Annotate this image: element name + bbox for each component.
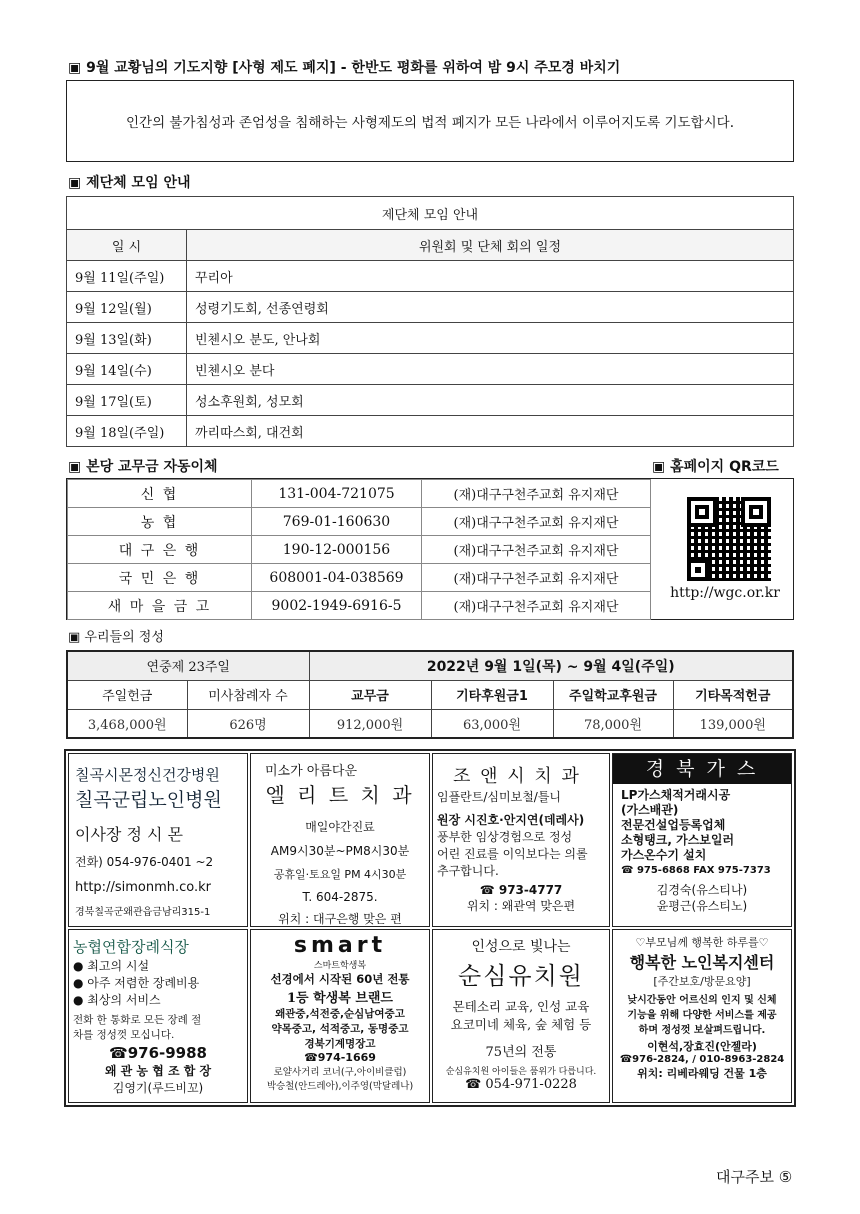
offering-header: 교무금: [309, 680, 431, 709]
ad-line: 조 앤 시 치 과: [453, 766, 581, 787]
bank-holder: (재)대구구천주교회 유지재단: [422, 508, 651, 536]
ad-line: 왜관중,석전중,순심남여중고: [275, 1008, 405, 1020]
qr-code[interactable]: [687, 497, 771, 581]
offering-table: [66, 650, 794, 739]
meeting-date: 9월 17일(토): [67, 385, 187, 416]
bank-name: 신 협: [68, 480, 252, 508]
ad-line: 농협연합장례식장: [73, 938, 189, 956]
offering-header: 기타목적헌금: [673, 680, 793, 709]
ad-line: 박승철(안드레아),이주영(막달레나): [266, 1081, 414, 1092]
ad-line: ☎ 973-4777: [479, 883, 563, 897]
ad-line: 전문건설업등록업체: [621, 818, 726, 832]
bank-table: [67, 479, 651, 620]
ad-line: 인성으로 빛나는: [471, 939, 571, 955]
ad-line: 순심유치원 아이들은 품위가 다릅니다.: [445, 1067, 597, 1077]
ad-line: 선경에서 시작된 60년 전통: [270, 972, 410, 986]
meeting-date: 9월 18일(주일): [67, 416, 187, 447]
ad-line: T. 604-2875.: [302, 890, 378, 904]
ad-line: 기능을 위해 다양한 서비스를 제공: [627, 1010, 777, 1021]
bank-account: 608001-04-038569: [252, 564, 422, 592]
intention-box: [66, 80, 794, 162]
ad-line: 경 북 가 스: [613, 754, 791, 784]
ad-line: smart: [293, 933, 387, 958]
table-row: [68, 536, 651, 564]
ad-joan-dental: [432, 753, 610, 927]
table-row: [68, 564, 651, 592]
bank-account: 769-01-160630: [252, 508, 422, 536]
ad-line: 스마트학생복: [313, 961, 367, 971]
table-row: [67, 323, 794, 354]
table-row: [67, 292, 794, 323]
ad-line: 원장 시진호·안지연(데레사): [437, 813, 585, 827]
bank-name: 농 협: [68, 508, 252, 536]
bank-account: 9002-1949-6916-5: [252, 592, 422, 620]
meeting-event: 빈첸시오 분도, 안나회: [187, 323, 794, 354]
offering-week: 연중제 23주일: [67, 651, 309, 680]
ad-line: ● 최고의 시설: [73, 959, 150, 973]
ad-funeral-hall: [68, 929, 248, 1103]
table-row: [67, 416, 794, 447]
ad-line: 약목중고, 석적중고, 동명중고: [271, 1023, 409, 1035]
meetings-table: [66, 196, 794, 447]
homepage-url[interactable]: http://wgc.or.kr: [670, 585, 780, 601]
ad-line: 추구합니다.: [437, 864, 499, 878]
offering-header: 기타후원금1: [431, 680, 553, 709]
meeting-date: 9월 14일(수): [67, 354, 187, 385]
ad-line: 전화 한 통화로 모든 장례 절: [73, 1014, 202, 1026]
bank-account: 190-12-000156: [252, 536, 422, 564]
offering-header: 주일학교후원금: [553, 680, 673, 709]
ad-line: 경북칠곡군왜관읍금남리315-1: [75, 907, 211, 918]
ad-line: 어린 진료를 이익보다는 의롤: [437, 847, 588, 861]
meeting-event: 꾸리아: [187, 261, 794, 292]
ad-line: 하며 정성껏 보살펴드립니다.: [638, 1025, 766, 1036]
ad-line: 소형탱크, 가스보일러: [621, 833, 735, 847]
ad-line: 1등 학생복 브랜드: [286, 991, 393, 1006]
bank-name: 새 마 을 금 고: [68, 592, 252, 620]
ad-line: ☎974-1669: [304, 1051, 376, 1064]
ad-line: 순심유치원: [458, 962, 584, 990]
ad-line: 미소가 아름다운: [265, 764, 358, 779]
col-event: 위원회 및 단체 회의 일정: [187, 230, 794, 261]
table-row: [68, 592, 651, 620]
ad-line: ♡부모님께 행복한 하루를♡: [635, 936, 769, 949]
ad-line: 왜 관 농 협 조 합 장: [104, 1064, 212, 1078]
meetings-heading: ▣ 제단체 모임 안내: [68, 175, 191, 191]
ad-line: 위치: 리베라웨딩 건물 1층: [637, 1067, 767, 1080]
ad-line: (가스배관): [621, 803, 679, 817]
offering-header: 미사참례자 수: [187, 680, 309, 709]
meeting-date: 9월 13일(화): [67, 323, 187, 354]
ad-senior-center: [612, 929, 792, 1103]
ad-line: 위치 : 왜관역 맞은편: [466, 899, 576, 913]
ad-line: ● 아주 저렴한 장례비용: [73, 976, 200, 990]
ad-line: 몬테소리 교육, 인성 교육: [452, 999, 590, 1014]
table-row: [67, 385, 794, 416]
bank-name: 대 구 은 행: [68, 536, 252, 564]
ad-line: ● 최상의 서비스: [73, 993, 161, 1007]
table-row: [68, 508, 651, 536]
ad-line: 칠곡시몬정신건강병원: [75, 766, 220, 784]
table-row: [67, 354, 794, 385]
ad-line: 차를 정성껏 모십니다.: [73, 1029, 175, 1041]
qr-heading-text: 홈페이지 QR코드: [670, 459, 779, 475]
ad-line: 풍부한 임상경험으로 정성: [437, 830, 573, 844]
ad-line: 가스온수기 설치: [621, 848, 707, 862]
intention-text: 인간의 불가침성과 존엄성을 침해하는 사형제도의 법적 폐지가 모든 나라에서 이루어지도록 기도합시다.: [126, 115, 734, 131]
ad-line: 위치 : 대구은행 맞은 편: [278, 912, 402, 926]
meeting-event: 빈첸시오 분다: [187, 354, 794, 385]
offering-value: 912,000원: [309, 709, 431, 738]
table-row: [67, 261, 794, 292]
ad-line: 김경숙(유스티나): [656, 883, 748, 897]
table-row: [68, 480, 651, 508]
page-footer: 대구주보 ⑤: [716, 1168, 793, 1186]
ad-gyeongbuk-gas: [612, 753, 792, 927]
ad-smart-uniform: [250, 929, 430, 1103]
ad-line: 칠곡군립노인병원: [75, 789, 222, 811]
ad-line: http://simonmh.co.kr: [75, 880, 211, 895]
meeting-date: 9월 11일(주일): [67, 261, 187, 292]
ad-line: 전화) 054-976-0401 ~2: [75, 855, 214, 869]
col-date: 일 시: [67, 230, 187, 261]
bank-holder: (재)대구구천주교회 유지재단: [422, 480, 651, 508]
offering-period: 2022년 9월 1일(목) ~ 9월 4일(주일): [309, 651, 793, 680]
ad-line: 공휴일·토요일 PM 4시30분: [273, 868, 407, 881]
bank-holder: (재)대구구천주교회 유지재단: [422, 536, 651, 564]
ad-line: ☎ 054-971-0228: [465, 1077, 577, 1092]
ad-line: AM9시30분~PM8시30분: [270, 844, 410, 858]
intention-heading: ▣ 9월 교황님의 기도지향 [사형 제도 폐지] - 한반도 평화를 위하여 밤 9시 주모경 바치기: [68, 60, 621, 76]
ad-line: 엘 리 트 치 과: [265, 783, 415, 807]
bank-holder: (재)대구구천주교회 유지재단: [422, 564, 651, 592]
ad-line: 이현석,장효진(안젤라): [647, 1040, 757, 1053]
ad-elite-dental: [250, 753, 430, 927]
offering-value: 78,000원: [553, 709, 673, 738]
transfer-heading: ▣ 본당 교무금 자동이체: [68, 459, 218, 475]
ad-line: 매일야간진료: [305, 820, 375, 834]
meeting-date: 9월 12일(월): [67, 292, 187, 323]
ad-line: ☎976-9988: [109, 1044, 207, 1062]
ad-sunsim-kindergarten: [432, 929, 610, 1103]
ad-line: LP가스채적거래시공: [621, 788, 731, 802]
ad-line: 경북기계명장고: [304, 1038, 376, 1050]
ad-line: 낮시간동안 어르신의 인지 및 신체: [627, 995, 777, 1006]
meetings-table-title: 제단체 모임 안내: [67, 197, 794, 230]
transfer-heading-text: 본당 교무금 자동이체: [86, 459, 218, 475]
offering-value: 626명: [187, 709, 309, 738]
offering-heading-text: 우리들의 정성: [84, 630, 164, 645]
ad-line: ☎976-2824, / 010-8963-2824: [619, 1054, 785, 1065]
offering-value: 3,468,000원: [67, 709, 187, 738]
ad-line: 윤평근(유스티노): [656, 899, 748, 913]
transfer-box: [66, 478, 794, 620]
ad-line: ☎ 975-6868 FAX 975-7373: [621, 865, 771, 876]
offering-value: 139,000원: [673, 709, 793, 738]
bank-holder: (재)대구구천주교회 유지재단: [422, 592, 651, 620]
offering-header: 주일헌금: [67, 680, 187, 709]
intention-heading-text: 9월 교황님의 기도지향 [사형 제도 폐지] - 한반도 평화를 위하여 밤 9시 주모경 바치기: [86, 60, 621, 76]
qr-heading: ▣ 홈페이지 QR코드: [652, 459, 779, 475]
ad-line: 임플란트/심미보철/틀니: [437, 790, 562, 804]
meetings-heading-text: 제단체 모임 안내: [86, 175, 191, 191]
offering-heading: ▣ 우리들의 정성: [68, 630, 164, 645]
ad-line: [주간보호/방문요양]: [653, 975, 751, 988]
bank-name: 국 민 은 행: [68, 564, 252, 592]
meeting-event: 까리따스회, 대건회: [187, 416, 794, 447]
ad-line: 로얄사거리 코너(구,아이비클럽): [273, 1067, 407, 1078]
ad-line: 행복한 노인복지센터: [629, 953, 775, 972]
ad-line: 김영기(루드비꼬): [112, 1081, 204, 1095]
ad-line: 요코미네 체육, 숲 체험 등: [450, 1017, 592, 1032]
ad-simon-hospital: [68, 753, 248, 927]
ad-line: 75년의 전통: [485, 1045, 557, 1060]
ad-line: 이사장 정 시 몬: [75, 825, 183, 844]
meeting-event: 성령기도회, 선종연령회: [187, 292, 794, 323]
meeting-event: 성소후원회, 성모회: [187, 385, 794, 416]
bank-account: 131-004-721075: [252, 480, 422, 508]
offering-value: 63,000원: [431, 709, 553, 738]
